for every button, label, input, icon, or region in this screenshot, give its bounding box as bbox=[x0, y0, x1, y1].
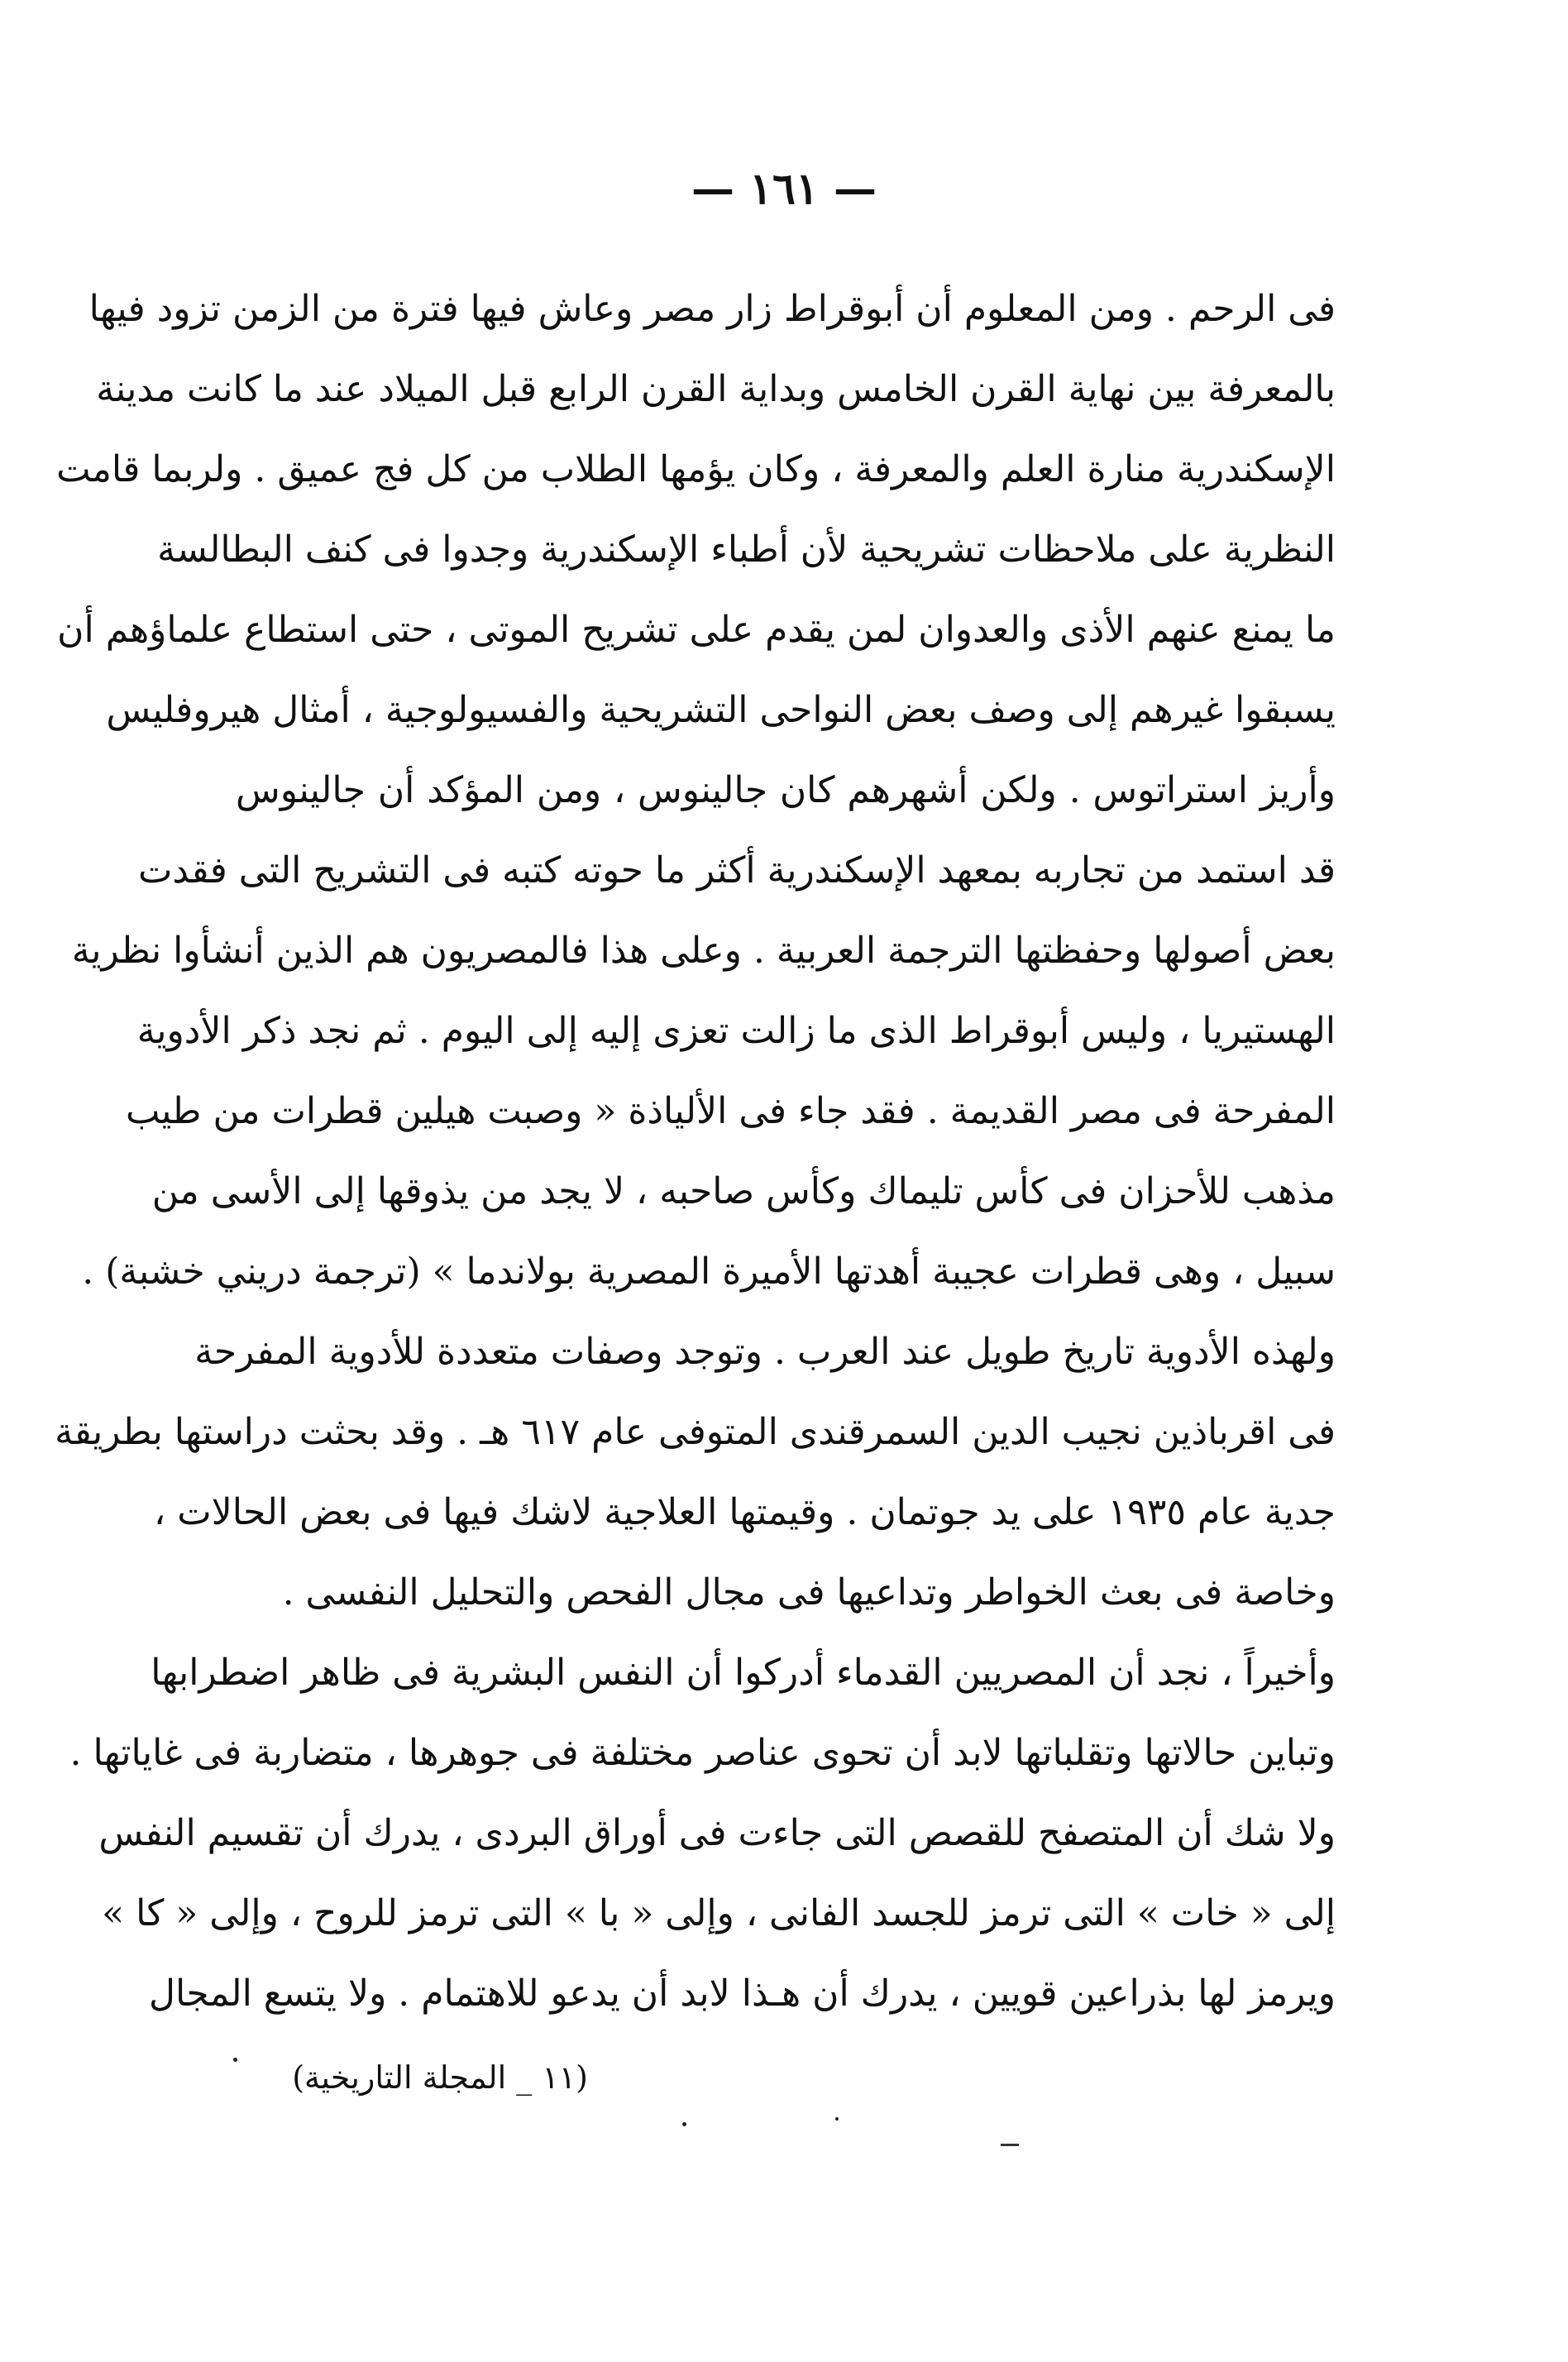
text-line: بعض أصولها وحفظتها الترجمة العربية . وعلى هذا فالمصريون هم الذين أنشأوا نظرية bbox=[71, 930, 1336, 972]
text-line: قد استمد من تجاربه بمعهد الإسكندرية أكثر ما حوته كتبه فى التشريح التى فقدت bbox=[137, 849, 1336, 892]
scan-speck bbox=[682, 2122, 686, 2126]
text-line: سبيل ، وهى قطرات عجيبة أهدتها الأميرة المصرية بولاندما » (ترجمة دريني خشبة) . bbox=[82, 1250, 1336, 1293]
scan-speck bbox=[233, 2058, 237, 2062]
paragraph-start-line: وأخيراً ، نجد أن المصريين القدماء أدركوا أن النفس البشرية فى ظاهر اضطرابها bbox=[151, 1652, 1336, 1694]
text-line: يسبقوا غيرهم إلى وصف بعض النواحى التشريحية والفسيولوجية ، أمثال هيروفليس bbox=[106, 689, 1336, 731]
text-line: الإسكندرية منارة العلم والمعرفة ، وكان يؤمها الطلاب من كل فج عميق . ولربما قامت bbox=[56, 448, 1336, 490]
text-line: ما يمنع عنهم الأذى والعدوان لمن يقدم على تشريح الموتى ، حتى استطاع علماؤهم أن bbox=[57, 609, 1336, 651]
text-line: جدية عام ١٩٣٥ على يد جوتمان . وقيمتها العلاجية لاشك فيها فى بعض الحالات ، bbox=[154, 1491, 1336, 1533]
text-line: وأريز استراتوس . ولكن أشهرهم كان جالينوس ، ومن المؤكد أن جالينوس bbox=[236, 769, 1336, 811]
scan-mark bbox=[1001, 2144, 1019, 2146]
text-line: مذهب للأحزان فى كأس تليماك وكأس صاحبه ، لا يجد من يذوقها إلى الأسى من bbox=[151, 1170, 1336, 1212]
footer-signature: (١١ _ المجلة التاريخية) bbox=[292, 2059, 588, 2096]
text-line: بالمعرفة بين نهاية القرن الخامس وبداية القرن الرابع قبل الميلاد عند ما كانت مدينة bbox=[96, 368, 1336, 410]
scan-speck bbox=[835, 2117, 839, 2121]
page-number: — ١٦١ — bbox=[691, 164, 877, 214]
text-line: فى اقرباذين نجيب الدين السمرقندى المتوفى عام ٦١٧ هـ . وقد بحثت دراستها بطريقة bbox=[55, 1411, 1336, 1453]
text-line: المفرحة فى مصر القديمة . فقد جاء فى الألياذة « وصبت هيلين قطرات من طيب bbox=[125, 1090, 1336, 1132]
text-line: ولهذه الأدوية تاريخ طويل عند العرب . وتوجد وصفات متعددة للأدوية المفرحة bbox=[194, 1331, 1336, 1373]
text-line: الهستيريا ، وليس أبوقراط الذى ما زالت تعزى إليه إلى اليوم . ثم نجد ذكر الأدوية bbox=[136, 1010, 1336, 1052]
text-line: النظرية على ملاحظات تشريحية لأن أطباء الإسكندرية وجدوا فى كنف البطالسة bbox=[157, 528, 1336, 571]
text-line: فى الرحم . ومن المعلوم أن أبوقراط زار مصر وعاش فيها فترة من الزمن تزود فيها bbox=[88, 288, 1336, 330]
text-line: وخاصة فى بعث الخواطر وتداعيها فى مجال الفحص والتحليل النفسى . bbox=[282, 1571, 1336, 1614]
text-line: ولا شك أن المتصفح للقصص التى جاءت فى أوراق البردى ، يدرك أن تقسيم النفس bbox=[98, 1812, 1336, 1854]
body-text bbox=[55, 269, 1336, 2034]
text-line: ويرمز لها بذراعين قويين ، يدرك أن هـذا لابد أن يدعو للاهتمام . ولا يتسع المجال bbox=[148, 1972, 1336, 2015]
text-line: إلى « خات » التى ترمز للجسد الفانى ، وإلى « با » التى ترمز للروح ، وإلى « كا » bbox=[102, 1892, 1336, 1934]
text-line: وتباين حالاتها وتقلباتها لابد أن تحوى عناصر مختلفة فى جوهرها ، متضاربة فى غاياتها . bbox=[69, 1732, 1336, 1774]
